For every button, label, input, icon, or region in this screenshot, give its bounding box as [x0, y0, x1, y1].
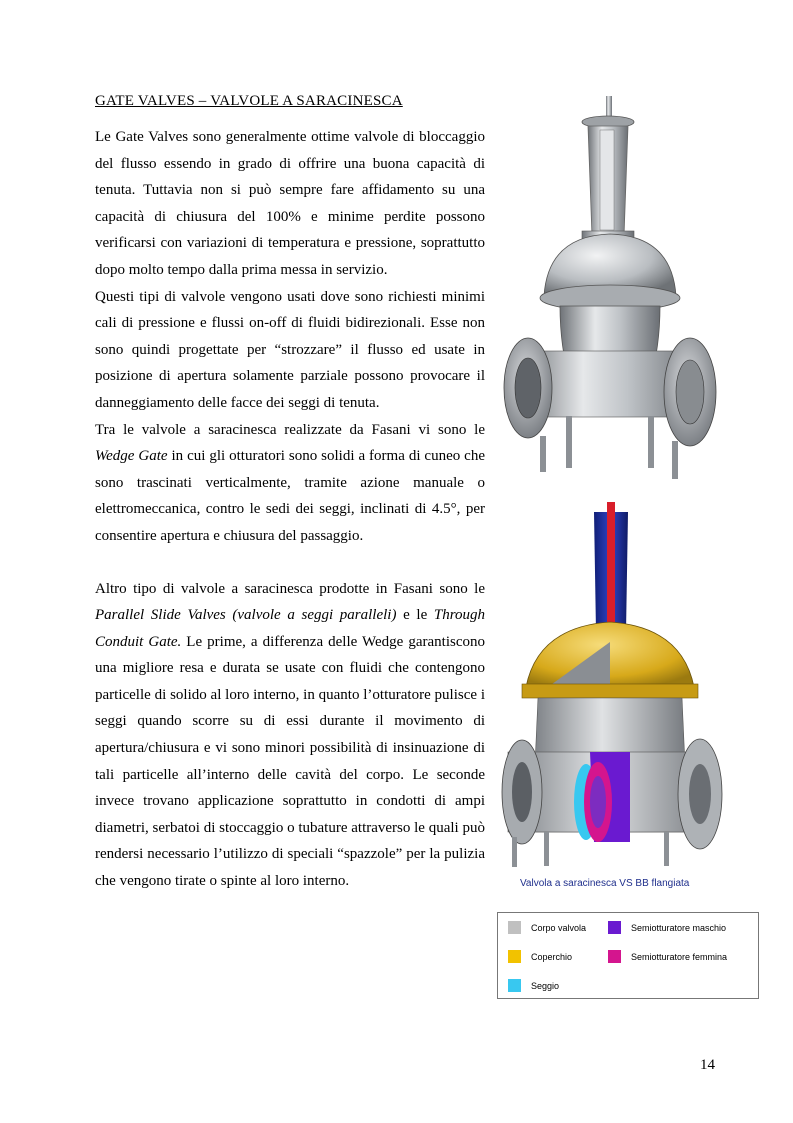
legend-item-corpo-valvola — [508, 921, 586, 934]
text: Tra le valvole a saracinesca realizzate da Fasani vi sono le — [95, 421, 485, 438]
legend-label: Seggio — [531, 980, 560, 991]
text: Altro tipo di valvole a saracinesca prodotte in Fasani sono le — [95, 580, 485, 597]
text: in cui gli otturatori sono solidi a forma di cuneo che sono trascinati verticalmente, tramite azione manuale o elettromeccanica, contro le sedi dei seggi, inclinati di 4.5°, per consentire apertura e chiusura del passaggio. — [95, 448, 485, 544]
legend-swatch — [608, 950, 621, 963]
legend — [497, 912, 759, 999]
legend-swatch — [508, 979, 521, 992]
legend-item-seggio — [508, 979, 559, 992]
legend-swatch — [508, 921, 521, 934]
legend-item-semiotturatore-maschio — [608, 921, 726, 934]
legend-swatch — [608, 921, 621, 934]
paragraph-usage: Questi tipi di valvole vengono usati dove sono richiesti minimi cali di pressione e flussi on-off di fluidi bidirezionali. Esse non sono quindi progettate per “strozzare” il flusso ed usate in posizione di apertura solamente parziale possono provocare il danneggiamento delle facce dei seggi di tenuta. — [95, 288, 485, 411]
term-wedge-gate: Wedge Gate — [95, 448, 168, 465]
paragraph-parallel-slide — [95, 576, 485, 895]
term-through-conduit: Through Conduit Gate. — [95, 607, 486, 650]
figure-caption: Valvola a saracinesca VS BB flangiata — [520, 878, 690, 889]
text: Le prime, a differenza delle Wedge garantiscono una migliore resa e durata se usate con fluidi che contengono particelle di solido al loro interno, in quanto l’otturatore pulisce i seggi quando scorre su di essi durante il movimento di apertura/chiusura e vi sono minori possibilità di insinuazione di tali particelle all’interno delle cavità del corpo. Le seconde invece trovano applicazione soprattutto in condotti di ampi diametri, serbatoi di stoccaggio o tubature attraverso le quali può rendersi necessario l’utilizzo di speciali “spazzole” per la pulizia che vengono tirate o spinte al loro interno. — [95, 633, 485, 890]
section-heading: GATE VALVES – VALVOLE A SARACINESCA — [95, 93, 403, 109]
text: e le — [396, 607, 434, 624]
legend-swatch — [508, 950, 521, 963]
legend-label: Coperchio — [531, 951, 573, 962]
paragraph-intro: Le Gate Valves sono generalmente ottime valvole di bloccaggio del flusso essendo in grado di offrire una buona capacità di tenuta. Tuttavia non si può sempre fare affidamento su una capacità di chiusura del 100% e minime perdite possono verificarsi con variazioni di temperatura e pressione, soprattutto dopo molto tempo dalla prima messa in servizio. — [95, 129, 485, 278]
gate-valve-image — [500, 96, 722, 488]
legend-label: Semiotturatore femmina — [631, 951, 728, 962]
legend-label: Semiotturatore maschio — [631, 922, 727, 933]
gate-valve-cutaway-image — [498, 502, 724, 872]
body-text-upper — [95, 124, 485, 895]
term-parallel-slide: Parallel Slide Valves (valvole a seggi paralleli) — [95, 607, 397, 624]
page-number: 14 — [700, 1057, 715, 1073]
legend-item-coperchio — [508, 950, 572, 963]
legend-label: Corpo valvola — [531, 922, 587, 933]
legend-item-semiotturatore-femmina — [608, 950, 727, 963]
paragraph-wedge-gate — [95, 417, 485, 550]
